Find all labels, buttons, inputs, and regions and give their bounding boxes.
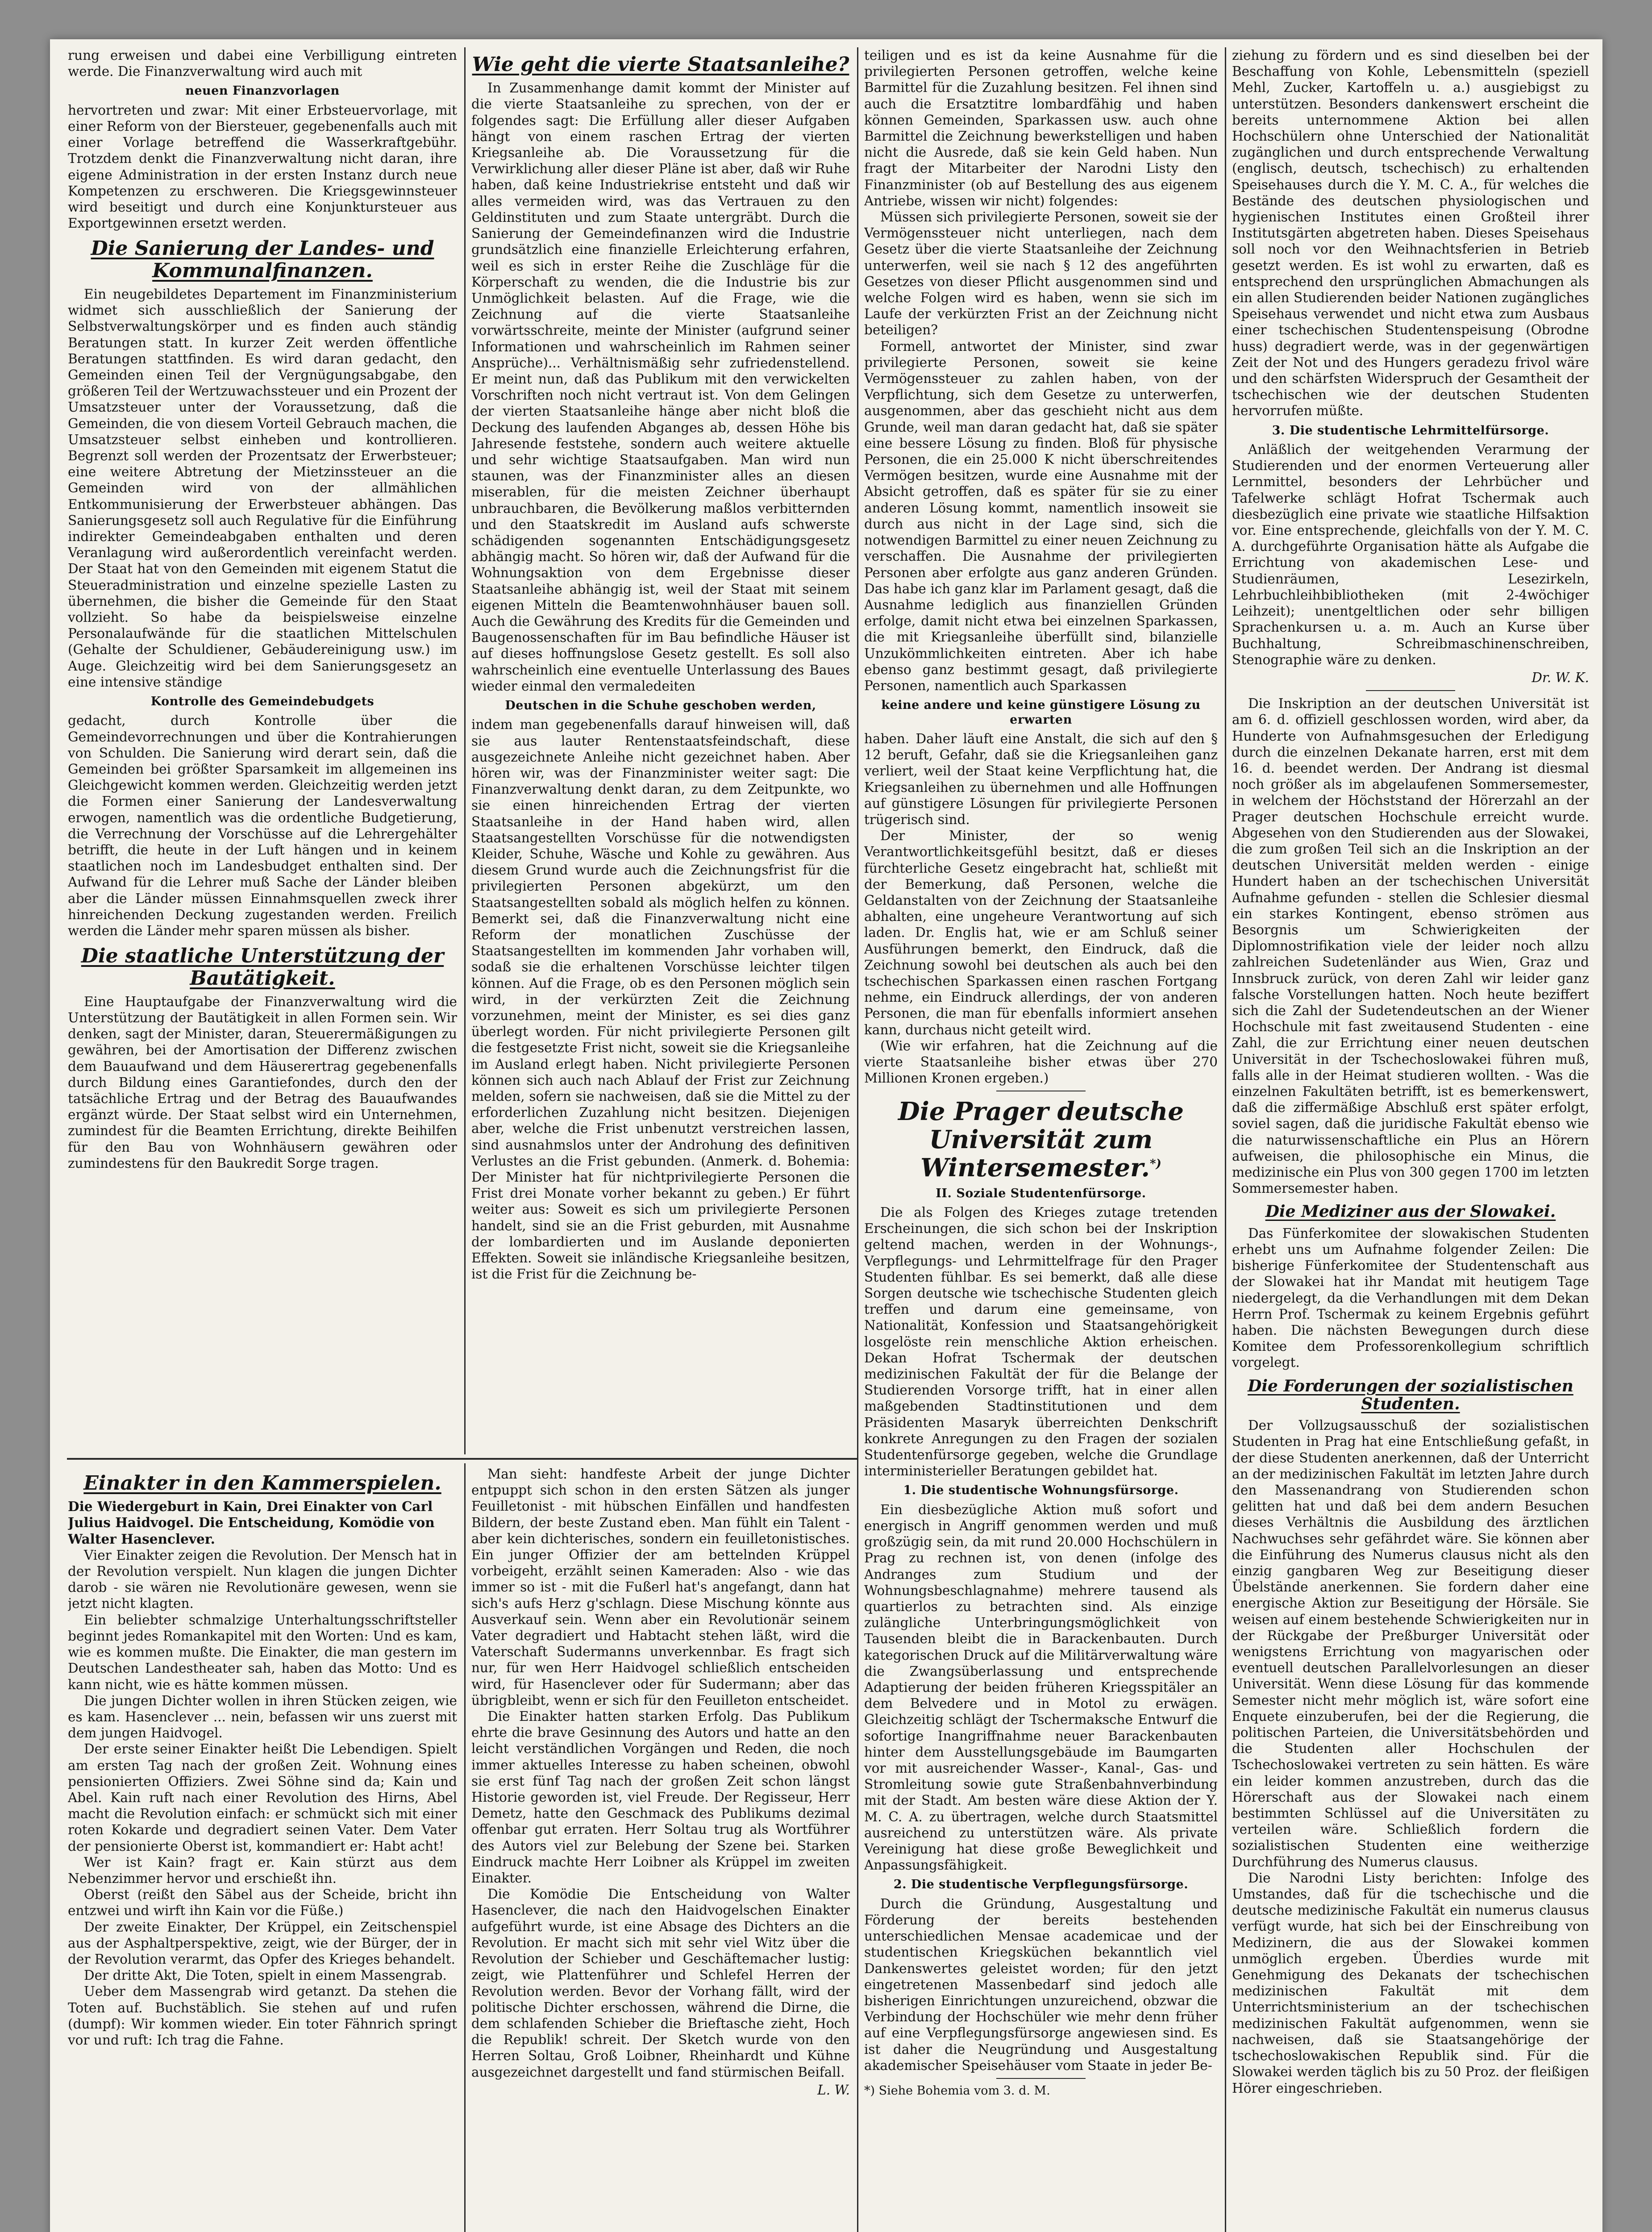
- text-paragraph: haben. Daher läuft eine Anstalt, die sich auf den § 12 beruft, Gefahr, daß sie die Kriegsanleihen ganz verliert, weil der Staat keine Verpflichtung hat, die Kriegsanleihen zu übernehmen und alle Hoffnungen auf günstigere Lösungen für privilegierte Personen trügerisch sind.: [864, 731, 1218, 827]
- text-paragraph: Formell, antwortet der Minister, sind zwar privilegierte Personen, soweit sie keine Vermögenssteuer zu zahlen haben, von der Verpflichtung, sich dem Gesetze zu unterwerfen, ausgenommen, aber das geschieht nicht aus dem Grunde, weil man daran gedacht hat, daß sie später eine bessere Lösung zu finden. Bloß für physische Personen, die ein 25.000 K nicht überschreitendes Vermögen besitzen, wurde eine Ausnahme mit der Absicht getroffen, daß es später für sie zu einer anderen Lösung kommt, namentlich insoweit sie durch aus nicht in der Lage sind, sich die notwendigen Barmittel zu einer neuen Zeichnung zu verschaffen. Die Ausnahme der privilegierten Personen aber erfolgte aus ganz anderen Gründen. Das habe ich ganz klar im Parlament gesagt, daß die Ausnahme lediglich aus finanziellen Gründen erfolge, damit nicht etwa bei einzelnen Sparkassen, die mit Kriegsanleihe überfüllt sind, bilanzielle Unzukömmlichkeiten eintreten. Aber ich habe ebenso ganz bestimmt gesagt, daß privilegierte Personen, namentlich auch Sparkassen: [864, 338, 1218, 693]
- text-paragraph: Man sieht: handfeste Arbeit der junge Dichter entpuppt sich schon in den ersten Sätzen als junger Feuilletonist - mit hübschen Einfällen und handfesten Bildern, der beste Zustand eben. Man fühlt ein Talent - aber kein dichterisches, sondern ein feuilletonistisches. Ein junger Offizier der am bettelnden Krüppel vorbeigeht, erzählt seinen Kameraden: Also - wie das immer so ist - mit die Fußerl hat's angefangt, dann hat sich's aufs Herz g'schlagn. Diese Mischung könnte aus Ausverkauf sein. Wenn aber ein Revolutionär seinem Vater degradiert und Habtacht stehen läßt, wird die Vaterschaft Sudermanns unverkennbar. Es fragt sich nur, für wen Herr Haidvogel schließlich entscheiden wird, für Hasenclever oder für Sudermann; aber das übrigbleibt, wenn er sich für den Feuilleton entscheidet.: [471, 1466, 850, 1708]
- column-2: [471, 47, 850, 1453]
- headline-text: Die Prager deutsche Universität zum Wintersemester.: [898, 1097, 1184, 1183]
- column-3: [864, 47, 1218, 2232]
- article-headline: Die Sanierung der Landes- und Kommunalfinanzen.: [91, 237, 434, 282]
- text-paragraph: Der Vollzugsausschuß der sozialistischen Studenten in Prag hat eine Entschließung gefaßt, in der diese Studenten anerkennen, daß der Unterricht an der medizinischen Fakultät im letzten Jahre durch den Massenandrang von Studierenden schon gelitten hat und daß bei dem andern Besuchen dieses Verhältnis die Ausbildung des ärztlichen Nachwuchses sehr gefährdet wäre. Sie können aber die Einführung des Numerus clausus nicht als den einzig gangbaren Weg zur Beseitigung dieser Übelstände anerkennen. Sie fordern daher eine energische Aktion zur Beseitigung der Hörsäle. Sie weisen auf einem bestehende Schwierigkeiten nur in der Rückgabe der Preßburger Universität oder wenigstens Errichtung von magyarischen oder eventuell deutschen Parallelvorlesungen an dieser Universität. Wenn diese Lösung für das kommende Semester nicht mehr möglich ist, wäre sofort eine Enquete einzuberufen, bei der die Regierung, die politischen Parteien, die Universitätsbehörden und die Studenten aller Hochschulen der Tschechoslowakei vertreten zu sein hätten. Es wäre ein leider kommen anzustreben, durch das die Hörerschaft aus der Slowakei nach einem bestimmten Schlüssel auf die Universitäten zu verteilen wäre. Schließlich fordern die sozialistischen Studenten eine weitherzige Durchführung des Numerus clausus.: [1232, 1418, 1589, 1870]
- author-signature: L. W.: [817, 2082, 850, 2098]
- text-paragraph: Die jungen Dichter wollen in ihren Stücken zeigen, wie es kam. Hasenclever ... nein, befassen wir uns zuerst mit dem jungen Haidvogel.: [68, 1693, 457, 1741]
- feuilleton-right: [471, 1466, 850, 2232]
- text-paragraph: Ueber dem Massengrab wird getanzt. Da stehen die Toten auf. Buchstäblich. Sie stehen auf und rufen (dumpf): Wir kommen wieder. Ein toter Fähnrich springt vor und ruft: Ich trag die Fahne.: [68, 1984, 457, 2048]
- footnote-marker: *): [1149, 1157, 1161, 1171]
- subheading: neuen Finanzvorlagen: [185, 84, 340, 98]
- column-rule: [464, 47, 466, 1454]
- article-headline: Die Mediziner aus der Slowakei.: [1265, 1202, 1556, 1221]
- text-paragraph: Müssen sich privilegierte Personen, soweit sie der Vermögenssteuer nicht unterliegen, nach dem Gesetz über die vierte Staatsanleihe der Zeichnung unterwerfen, weil sie nach § 12 des angeführten Gesetzes von dieser Pflicht ausgenommen sind und welche Folgen wird es haben, wenn sie sich im Laufe der verkürzten Frist an der Zeichnung nicht beteiligen?: [864, 209, 1218, 338]
- text-paragraph: ziehung zu fördern und es sind dieselben bei der Beschaffung von Kohle, Lebensmitteln (speziell Mehl, Zucker, Kartoffeln u. a.) ausgiebigst zu unterstützen. Besonders dankenswert erscheint die bereits unternommene Aktion bei allen Hochschülern ohne Unterschied der Nationalität zugänglichen und durch entsprechende Verwaltung (englisch, deutsch, tschechisch) zu erhaltenden Speisehauses durch die Y. M. C. A., für welches die Bestände des deutschen physiologischen und hygienischen Institutes einen Großteil ihrer Institutsgärten abgetreten haben. Dieses Speisehaus soll noch vor den Weihnachtsferien in Betrieb gesetzt werden. Es ist wohl zu erwarten, daß es entsprechend den ursprünglichen Abmachungen als ein allen Studierenden beider Nationen zugängliches Speisehaus verwendet und nicht etwa zum Ausbaus einer tschechischen Studentenspeisung (Obrodne huss) degradiert werde, was in der gegenwärtigen Zeit der Not und des Hungers geradezu frivol wäre und den schärfsten Widerspruch der Gesamtheit der tschechischen wie der deutschen Studenten hervorrufen müßte.: [1232, 48, 1589, 419]
- column-rule: [464, 1463, 466, 2232]
- feuilleton-rule: [67, 1458, 858, 1460]
- text-paragraph: Die Narodni Listy berichten: Infolge des Umstandes, daß für die tschechische und die deutsche medizinische Fakultät ein numerus clausus verfügt wurde, hat sich bei der Einschreibung von Medizinern, die aus der Slowakei kommen unmöglich ergeben. Überdies wurde mit Genehmigung des Dekanats der tschechischen medizinischen Fakultät mit dem Unterrichtsministerium an der tschechischen medizinischen Fakultät aufgenommen, wenn sie nachweisen, daß sie Staatsangehörige der tschechoslowakischen Republik sind. Für die Slowakei werden täglich bis zu 50 Proz. der fleißigen Hörer eingeschrieben.: [1232, 1870, 1589, 2096]
- text-paragraph: Der zweite Einakter, Der Krüppel, ein Zeitschenspiel aus der Asphaltperspektive, zeigt, wie der Bürger, der in der Revolution verarmt, das Opfer des Krieges behandelt.: [68, 1919, 457, 1967]
- text-paragraph: Durch die Gründung, Ausgestaltung und Förderung der bereits bestehenden unterschiedlichen Mensae academicae und der studentischen Kriegsküchen bekanntlich viel Dankenswertes geleistet worden; für den jetzt eingetretenen Massenbedarf sind jedoch alle bisherigen Einrichtungen unzureichend, obzwar die Verbindung der Hochschüler wie mehr denn früher auf eine Verpflegungsfürsorge angewiesen sind. Es ist daher die Neugründung und Ausgestaltung akademischer Speisehäuser vom Staate in jeder Be-: [864, 1896, 1218, 2073]
- column-4: [1232, 47, 1589, 2232]
- article-lede: Die Wiedergeburt in Kain, Drei Einakter von Carl Julius Haidvogel. Die Entscheidung, Komödie von Walter Hasenclever.: [68, 1499, 435, 1547]
- author-signature: Dr. W. K.: [1531, 670, 1589, 685]
- column-rule: [857, 47, 858, 2232]
- text-paragraph: Das Fünferkomitee der slowakischen Studenten erhebt uns um Aufnahme folgender Zeilen: Die bisherige Fünferkomitee der Studentenschaft aus der Slowakei hat ihr Mandat mit heutigem Tage niedergelegt, da die Verhandlungen mit dem Dekan Herrn Prof. Tschermak zu keinem Ergebnis geführt haben. Die nächsten Bewegungen durch diese Komitee dem Professorenkollegium schriftlich vorgelegt.: [1232, 1225, 1589, 1370]
- text-paragraph: Oberst (reißt den Säbel aus der Scheide, bricht ihn entzwei und wirft ihn Kain vor die Füße.): [68, 1887, 457, 1919]
- text-paragraph: gedacht, durch Kontrolle über die Gemeindevorrechnungen und über die Kontrahierungen von Schulden. Die Sanierung wird derart sein, daß die Gemeinden bei größter Sparsamkeit im allgemeinen ins Gleichgewicht kommen werden. Gleichzeitig werden jetzt die Formen einer Sanierung der Landesverwaltung erwogen, namentlich was die ordentliche Budgetierung, die Verrechnung der Vorschüsse auf die Lehrergehälter betrifft, die heute in der Luft hängen und in keinem staatlichen noch im Landesbudget enthalten sind. Der Aufwand für die Lehrer muß Sache der Länder bleiben aber die Länder müssen Einnahmsquellen zweck ihrer hinreichenden Deckung zugestanden werden. Freilich werden die Länder mehr sparen müssen als bisher.: [68, 713, 457, 939]
- subheading: 1. Die studentische Wohnungsfürsorge.: [903, 1483, 1179, 1498]
- text-paragraph: (Wie wir erfahren, hat die Zeichnung auf die vierte Staatsanleihe bisher etwas über 270 Millionen Kronen ergeben.): [864, 1038, 1218, 1086]
- text-paragraph: In Zusammenhange damit kommt der Minister auf die vierte Staatsanleihe zu sprechen, von der er folgendes sagt: Die Erfüllung aller dieser Aufgaben hängt von einem raschen Ertrag der vierten Kriegsanleihe ab. Die Voraussetzung für die Verwirklichung aller dieser Pläne ist aber, daß wir Ruhe haben, daß keine Industriekrise entsteht und daß wir alles vermeiden wird, was das Vertrauen zu den Geldinstituten und zum Staate untergräbt. Durch die Sanierung der Gemeindefinanzen wird die Industrie grundsätzlich eine finanzielle Erleichterung erfahren, weil es sich in erster Reihe die Zuschläge für die Körperschaft zu wenden, die die Industrie bis zur Unmöglichkeit belasten. Auf die Frage, wie die Zeichnung auf die vierte Staatsanleihe vorwärtsschreite, meinte der Minister (aufgrund seiner Informationen und wahrscheinlich im Rahmen seiner Ansprüche)... Verhältnismäßig sehr zufriedenstellend. Er meint nun, daß das Publikum mit den verwickelten Vorschriften noch nicht vertraut ist. Von dem Gelingen der vierten Staatsanleihe hänge aber nicht bloß die Deckung des laufenden Abganges ab, dessen Höhe bis Jahresende feststehe, sondern auch weitere aktuelle und sehr wichtige Staatsaufgaben. Man wird nun staunen, was der Finanzminister alles an diesen miserablen, für die meisten Zeichner überhaupt unbrauchbaren, die Bevölkerung maßlos verbitternden und den Staatskredit im Ausland aufs schwerste schädigenden sogenannten Entschädigungsgesetz abhängig macht. So hören wir, daß der Aufwand für die Wohnungsaktion von dem Ergebnisse dieser Staatsanleihe abhängig ist, weil der Staat mit seinem eigenen Mitteln die Beamtenwohnhäuser bauen soll. Auch die Gewährung des Kredits für die Gemeinden und Baugenossenschaften für im Bau befindliche Häuser ist auf dieses hoffnungslose Gesetz gestellt. Es soll also wahrscheinlich eine eventuelle Unterlassung des Baues wieder einmal den vermaledeiten: [471, 80, 850, 694]
- text-paragraph: Vier Einakter zeigen die Revolution. Der Mensch hat in der Revolution verspielt. Nun klagen die jungen Dichter darob - sie wären nie Revolutionäre gewesen, wenn sie jetzt nicht klagten.: [68, 1547, 457, 1612]
- subheading: Deutschen in die Schuhe geschoben werden,: [505, 698, 816, 712]
- text-paragraph: Ein diesbezügliche Aktion muß sofort und energisch in Angriff genommen werden und muß großzügig sein, da mit rund 20.000 Hochschülern in Prag zu rechnen ist, von denen (infolge des Andranges zum Studium und der Wohnungsbeschlagnahme) mehrere tausend als quartierlos zu betrachten sind. Als einzige zulängliche Unterbringungsmöglichkeit von Tausenden bleibt die in Barackenbauten. Durch kategorischen Druck auf die Militärverwaltung wäre die Zwangsüberlassung und entsprechende Adaptierung der beiden früheren Kriegsspitäler an dem Belvedere und in Motol zu erwägen. Gleichzeitig schlägt der Tschermaksche Entwurf die sofortige Inangriffnahme neuer Barackenbauten hinter dem Ausstellungsgebäude im Baumgarten vor mit ausreichender Wasser-, Kanal-, Gas- und Stromleitung sowie gute Straßenbahnverbindung mit der Stadt. Am besten wäre diese Aktion der Y. M. C. A. zu übertragen, welche durch Staatsmittel ausreichend zu unterstützen wäre. Als private Vereinigung hat diese große Beweglichkeit und Anpassungsfähigkeit.: [864, 1502, 1218, 1873]
- text-paragraph: Die Einakter hatten starken Erfolg. Das Publikum ehrte die brave Gesinnung des Autors und hatte an den leicht verständlichen Vorgängen und Reden, die noch immer aktuelles Interesse zu haben scheinen, obwohl sie erst fünf Tag nach der großen Zeit schon längst Historie geworden ist, viel Freude. Der Regisseur, Herr Demetz, hatte den Geschmack des Publikums dezimal offenbar gut erraten. Herr Soltau trug als Wortführer des Autors viel zur Belebung der Szene bei. Starken Eindruck machte Herr Loibner als Krüppel im zweiten Einakter.: [471, 1709, 850, 1886]
- column-1: [68, 47, 457, 1453]
- article-headline: Die staatliche Unterstützung der Bautätigkeit.: [81, 945, 444, 990]
- text-paragraph: Die Komödie Die Entscheidung von Walter Hasenclever, die nach den Haidvogelschen Einakter aufgeführt wurde, ist eine Absage des Dichters an die Revolution. Er macht sich mit sehr viel Witz über die Revolution der Schieber und Geschäftemacher lustig: zeigt, wie Plattenführer und Schlefel Herren der Revolution werden. Bevor der Vorhang fällt, wird der politische Dichter erschossen, während die Dirne, die dem schlafenden Schieber die Brieftasche zieht, Hoch die Republik! schreit. Der Sketch wurde von den Herren Soltau, Groß Loibner, Rheinhardt und Kühne ausgezeichnet dargestellt und fand stürmischen Beifall.: [471, 1886, 850, 2080]
- text-paragraph: Eine Hauptaufgabe der Finanzverwaltung wird die Unterstützung der Bautätigkeit in allen Formen sein. Wir denken, sagt der Minister, daran, Steuerermäßigungen zu gewähren, bei der Amortisation der Differenz zwischen dem Bauaufwand und dem Häuserertrag gegebenenfalls durch Bildung eines Garantiefondes, durch den der tatsächliche Ertrag und der Betrag des Bauaufwandes ergänzt würde. Der Staat selbst wird ein Unternehmen, zumindest für die Beamten Errichtung, direkte Beihilfen für den Bau von Wohnhäusern gewähren oder zumindestens für den Baukredit Sorge tragen.: [68, 994, 457, 1171]
- footnote-divider: [996, 2078, 1086, 2079]
- article-headline: Einakter in den Kammerspielen.: [83, 1472, 441, 1495]
- text-paragraph: indem man gegebenenfalls darauf hinweisen will, daß sie aus lauter Rentenstaatsfeindschaft, diese ausgezeichnete Anleihe nicht gezeichnet haben. Aber hören wir, was der Finanzminister weiter sagt: Die Finanzverwaltung denkt daran, zu dem Zeitpunkte, wo sie einen hinreichenden Ertrag der vierten Staatsanleihe in der Hand haben wird, allen Staatsangestellten Vorschüsse für die notwendigsten Kleider, Schuhe, Wäsche und Kohle zu gewähren. Aus diesem Grund wurde auch die Zeichnungsfrist für die privilegierten Personen abgekürzt, um den Staatsangestellten sobald als möglich helfen zu können. Bemerkt sei, daß die Finanzverwaltung nicht eine Reform der monatlichen Zuschüsse der Staatsangestellten im kommenden Jahr vorhaben will, sodaß sie die erhaltenen Vorschüsse leichter tilgen können. Auf die Frage, ob es den Personen möglich sein wird, in der verkürzten Zeit die Zeichnung vorzunehmen, meint der Minister, es sei dies ganz überlegt worden. Für nicht privilegierte Personen gilt die festgesetzte Frist nicht, soweit sie die Kriegsanleihe im Ausland erlegt haben. Nicht privilegierte Personen können sich auch nach Ablauf der Frist zur Zeichnung melden, sofern sie nachweisen, daß sie die Mittel zu der erforderlichen Zuzahlung nicht besitzen. Diejenigen aber, welche die Frist unbenutzt verstreichen lassen, sind ausnahmslos unter der Androhung des definitiven Verlustes an die Frist gebunden. (Anmerk. d. Bohemia: Der Minister hat für nichtprivilegierte Personen die Frist drei Monate vorher bekannt zu geben.) Er führt weiter aus: Soweit es sich um privilegierte Personen handelt, sind sie an die Frist geburden, mit Ausnahme der lombardierten und im Auslande deponierten Effekten. Soweit sie inländische Kriegsanleihe besitzen, ist die Frist für die Zeichnung be-: [471, 717, 850, 1282]
- article-headline: Wie geht die vierte Staatsanleihe?: [472, 53, 849, 76]
- subheading: 3. Die studentische Lehrmittelfürsorge.: [1272, 423, 1549, 437]
- column-rule: [1225, 47, 1226, 2232]
- text-paragraph: teiligen und es ist da keine Ausnahme für die privilegierten Personen getroffen, welche keine Barmittel für die Zuzahlung besitzen. Fel ihnen sind auch die Ersatztitre lombardfähig und haben können Gemeinden, Sparkassen usw. auch ohne Barmittel die Zeichnung bewerkstelligen und haben nicht die Ausrede, daß sie kein Geld haben. Nun fragt der Mitarbeiter der Narodni Listy den Finanzminister (ob auf Bestellung des aus eigenem Antriebe, wissen wir nicht) folgendes:: [864, 48, 1218, 208]
- subheading: Kontrolle des Gemeindebudgets: [150, 695, 375, 709]
- subheading: keine andere und keine günstigere Lösung zu erwarten: [881, 698, 1201, 727]
- subheading: 2. Die studentische Verpflegungsfürsorge.: [893, 1878, 1189, 1892]
- text-paragraph: rung erweisen und dabei eine Verbilligung eintreten werde. Die Finanzverwaltung wird auch mit: [68, 48, 457, 79]
- text-paragraph: Ein neugebildetes Departement im Finanzministerium widmet sich ausschließlich der Sanierung der Selbstverwaltungskörper und es finden auch ständig Beratungen statt. In kurzer Zeit werden öffentliche Beratungen stattfinden. Es wird daran gedacht, den Gemeinden einen Teil der Vergnügungsabgabe, den größeren Teil der Wertzuwachssteuer und ein Prozent der Umsatzsteuer unter der Voraussetzung, daß die Gemeinden, die von diesem Vorteil Gebrauch machen, die Umsatzsteuer selbst einheben und kontrollieren. Begrenzt soll werden der Prozentsatz der Erwerbsteuer; eine weitere Abtretung der Mietzinssteuer an die Gemeinden wird von der allmählichen Entkommunisierung der Erwerbsteuer abhängen. Das Sanierungsgesetz soll auch Regulative für die Einführung indirekter Gemeindeabgaben enthalten und deren Veranlagung wird außerordentlich vereinfacht werden. Der Staat hat von den Gemeinden mit eigenem Statut die Steueradministration und einzelne spezielle Lasten zu übernehmen, die bisher die Gemeinde für den Staat vollzieht. So habe da beispielsweise einzelne Personalaufwände für die staatlichen Mittelschulen (Gehalte der Schuldiener, Gebäudereinigung usw.) im Auge. Gleichzeitig wird bei dem Sanierungsgesetz an eine intensive ständige: [68, 286, 457, 690]
- section-divider: [1366, 690, 1455, 691]
- text-paragraph: Der erste seiner Einakter heißt Die Lebendigen. Spielt am ersten Tag nach der großen Zeit. Wohnung eines pensionierten Offiziers. Zwei Söhne sind da; Kain und Abel. Kain ruft nach einer Revolution des Hirns, Abel macht die Revolution einfach: er schmückt sich mit einer roten Kokarde und degradiert seinen Vater. Dem Vater der pensionierte Oberst ist, kommandiert er: Habt acht!: [68, 1741, 457, 1854]
- text-paragraph: Der Minister, der so wenig Verantwortlichkeitsgefühl besitzt, daß er dieses fürchterliche Gesetz eingebracht hat, schließt mit der Bemerkung, daß Personen, welche die Geldanstalten von der Zeichnung der Staatsanleihe abhalten, eine ungeheure Verantwortung auf sich laden. Dr. Englis hat, wie er am Schluß seiner Ausführungen bemerkt, den Eindruck, daß die Zeichnung sowohl bei deutschen als auch bei den tschechischen Sparkassen einen raschen Fortgang nehme, ein Eindruck allerdings, der von anderen Personen, die man für ebenfalls informiert ansehen kann, durchaus nicht geteilt wird.: [864, 828, 1218, 1037]
- article-headline: [864, 1098, 1218, 1182]
- text-paragraph: Die Inskription an der deutschen Universität ist am 6. d. offiziell geschlossen worden, wird aber, da Hunderte von Aufnahmsgesuchen der Erledigung durch die einzelnen Dekanate harren, erst mit dem 16. d. beendet werden. Der Andrang ist diesmal noch größer als im abgelaufenen Sommersemester, in welchem der Höchststand der Hörerzahl an der Prager deutschen Hochschule erreicht wurde. Abgesehen von den Studierenden aus der Slowakei, die zum großen Teil sich an die Inskription an der deutschen Universität melden werden - einige Hundert haben an der tschechischen Universität Aufnahme gefunden - stellen die Schlesier diesmal ein starkes Kontingent, ebenso strömen aus Besorgnis um Schwierigkeiten der Diplomnostrifikation viele der leider noch allzu zahlreichen Sudetenländer aus Wien, Graz und Innsbruck zurück, von deren Zahl wir leider ganz falsche Vorstellungen hatten. Noch heute beziffert sich die Zahl der Sudetendeutschen an der Wiener Hochschule mit fast zweitausend Studenten - eine Zahl, die zur Errichtung einer neuen deutschen Universität in der Tschechoslowakei führen muß, falls alle in der Heimat studieren wollten. - Was die einzelnen Fakultäten betrifft, ist es bemerkenswert, daß die ziffermäßige Abschluß erst später erfolgt, soviel sagen, daß die juridische Fakultät ebenso wie die naturwissenschaftliche ein Plus an Hörern aufweisen, die philosophische ein Minus, die medizinische ein Plus von 300 gegen 1700 im letzten Sommersemester haben.: [1232, 696, 1589, 1196]
- article-headline: Die Forderungen der sozialistischen Studenten.: [1248, 1376, 1573, 1413]
- text-paragraph: Der dritte Akt, Die Toten, spielt in einem Massengrab.: [84, 1968, 447, 1983]
- newspaper-page: [50, 39, 1602, 2232]
- text-paragraph: Anläßlich der weitgehenden Verarmung der Studierenden und der enormen Verteuerung aller Lernmittel, besonders der Lehrbücher und Tafelwerke schlägt Hofrat Tschermak auch diesbezüglich eine private wie staatliche Hilfsaktion vor. Eine entsprechende, gleichfalls von der Y. M. C. A. durchgeführte Organisation hätte als Aufgabe die Errichtung von akademischen Lese- und Studienräumen, Lesezirkeln, Lehrbuchleihbibliotheken (mit 2-4wöchiger Leihzeit); unentgeltlichen oder sehr billigen Sprachenkursen u. a. m. Auch an Kurse über Buchhaltung, Schreibmaschinenschreiben, Stenographie wäre zu denken.: [1232, 442, 1589, 667]
- footnote: *) Siehe Bohemia vom 3. d. M.: [864, 2084, 1050, 2098]
- text-paragraph: Die als Folgen des Krieges zutage tretenden Erscheinungen, die sich schon bei der Inskription geltend machen, werden in der Wohnungs-, Verpflegungs- und Lehrmittelfrage für den Prager Studenten fühlbar. Es sei bemerkt, daß alle diese Sorgen deutsche wie tschechische Studenten gleich treffen und darum eine gemeinsame, von Nationalität, Konfession und Staatsangehörigkeit losgelöste rein menschliche Aktion erheischen. Dekan Hofrat Tschermak der deutschen medizinischen Fakultät der für die Belange der Studierenden Vorsorge trifft, hat in einer allen maßgebenden Stadtinstitutionen und dem Präsidenten Masaryk überreichten Denkschrift konkrete Anregungen zu den Fragen der sozialen Studentenfürsorge gegeben, welche die Grundlage interministerieller Beratungen gebildet hat.: [864, 1204, 1218, 1479]
- subheading: II. Soziale Studentenfürsorge.: [936, 1186, 1146, 1200]
- text-paragraph: hervortreten und zwar: Mit einer Erbsteuervorlage, mit einer Reform von der Biersteuer, gegebenenfalls auch mit einer Vorlage betreffend die Wasserkraftgebühr. Trotzdem denkt die Finanzverwaltung nicht daran, ihre eigene Administration in der ersten Instanz durch neue Kompetenzen zu erschweren. Die Kriegsgewinnsteuer wird beseitigt und durch eine Konjunktursteuer aus Exportgewinnen ersetzt werden.: [68, 102, 457, 231]
- text-paragraph: Ein beliebter schmalzige Unterhaltungsschriftsteller beginnt jedes Romankapitel mit den Worten: Und es kam, wie es kommen mußte. Die Einakter, die man gestern im Deutschen Landestheater sah, haben das Motto: Und es kann nicht, wie es hätte kommen müssen.: [68, 1612, 457, 1692]
- feuilleton-left: [68, 1466, 457, 2232]
- text-paragraph: Wer ist Kain? fragt er. Kain stürzt aus dem Nebenzimmer hervor und erschießt ihn.: [68, 1854, 457, 1886]
